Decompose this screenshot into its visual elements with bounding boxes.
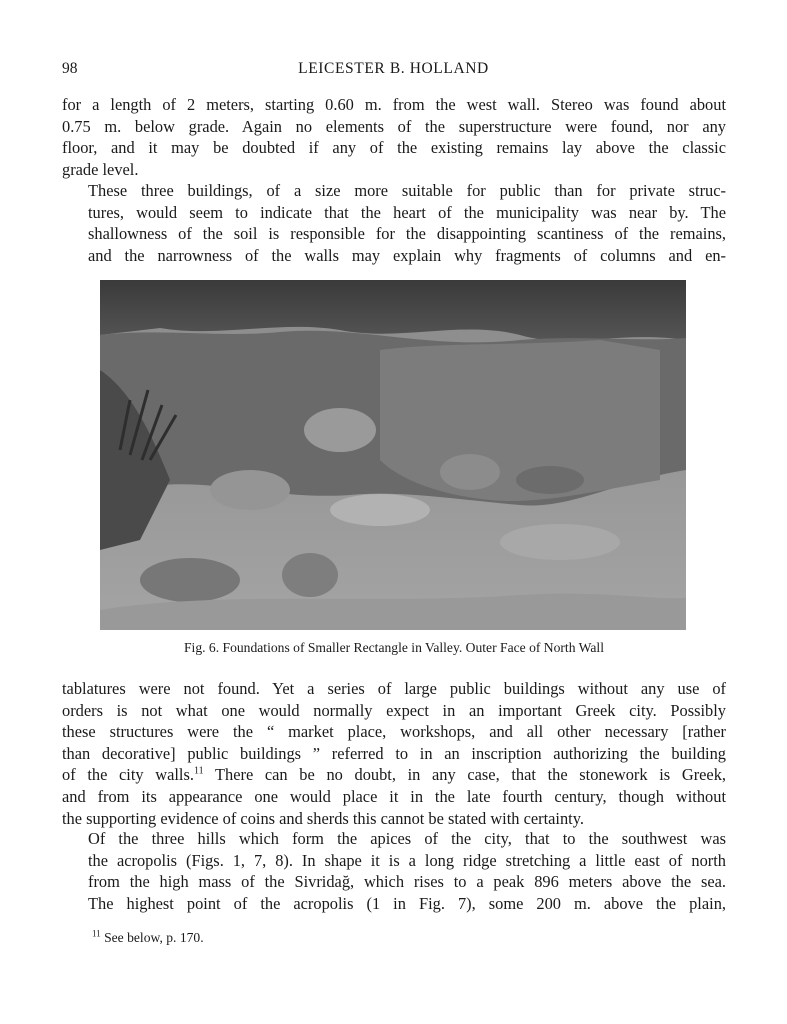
text-line: tures, would seem to indicate that the heart of the municipality was near by. The [88, 202, 726, 222]
text-line: from the high mass of the Sivridağ, which rises to a peak 896 meters above the sea. [88, 872, 726, 892]
page-number: 98 [62, 60, 78, 77]
footnote-number: 11 [92, 928, 101, 939]
text-line: these structures were the “ market place, workshops, and all other necessary [rather [62, 722, 726, 742]
text-line: The highest point of the acropolis (1 in Fig. 7), some 200 m. above the plain, [88, 893, 726, 913]
figure-caption: Fig. 6. Foundations of Smaller Rectangle in Valley. Outer Face of North Wall [184, 640, 604, 655]
text-line: floor, and it may be doubted if any of the existing remains lay above the classic [62, 138, 726, 158]
paragraph-1 [62, 94, 726, 180]
footnote-reference: 11 [193, 765, 204, 777]
text-segment: of the city walls. [62, 765, 194, 785]
running-head: LEICESTER B. HOLLAND [298, 60, 489, 77]
text-line: Of the three hills which form the apices of the city, that to the southwest was [88, 829, 726, 848]
text-segment: There can be no doubt, in any case, that the stonework is Greek, [215, 765, 726, 785]
text-line: and from its appearance one would place it in the late fourth century, though without [62, 786, 726, 806]
text-line: orders is not what one would normally expect in an important Greek city. Possibly [62, 700, 726, 720]
text-line: shallowness of the soil is responsible for the disappointing scantiness of the remains, [88, 224, 726, 244]
excavation-photo [100, 280, 686, 630]
text-line: and the narrowness of the walls may explain why fragments of columns and en- [88, 245, 726, 265]
text-line: tablatures were not found. Yet a series of large public buildings without any use of [62, 679, 726, 698]
figure-photograph [100, 280, 686, 630]
text-line: These three buildings, of a size more suitable for public than for private struc- [88, 181, 726, 200]
text-line: grade level. [62, 159, 139, 179]
text-line-with-footnote [62, 764, 726, 786]
text-line: than decorative] public buildings ” referred to in an inscription authorizing the building [62, 743, 726, 763]
text-line: the supporting evidence of coins and sherds this cannot be stated with certainty. [62, 808, 584, 828]
text-line: for a length of 2 meters, starting 0.60 m. from the west wall. Stereo was found about [62, 95, 726, 114]
page-header [62, 60, 725, 80]
paragraph-3 [62, 678, 726, 829]
paragraph-2 [62, 180, 726, 266]
paragraph-4 [62, 828, 726, 914]
text-line: 0.75 m. below grade. Again no elements of the superstructure were found, nor any [62, 116, 726, 136]
footnote-text: See below, p. 170. [104, 930, 204, 945]
text-line: the acropolis (Figs. 1, 7, 8). In shape it is a long ridge stretching a little east of north [88, 850, 726, 870]
footnote [92, 930, 204, 946]
